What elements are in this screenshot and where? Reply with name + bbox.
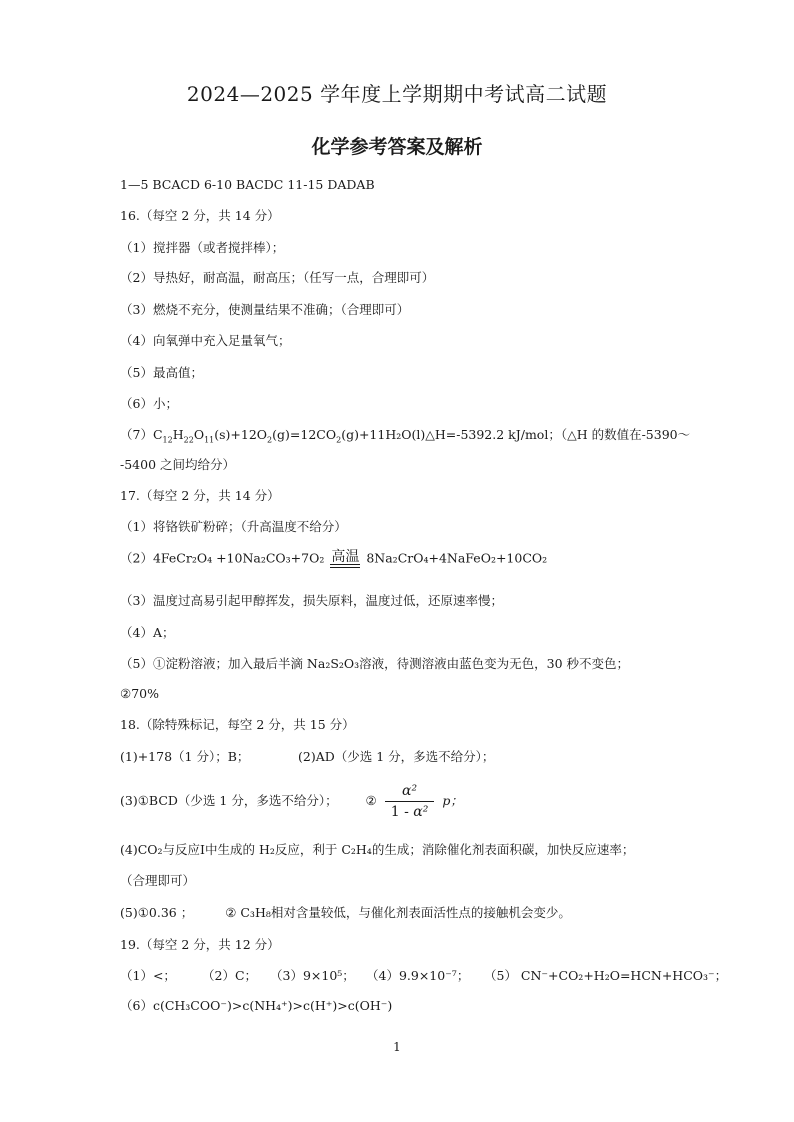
q17-a2-products: 8Na₂CrO₄+4NaFeO₂+10CO₂ xyxy=(366,550,548,566)
q19-answer-5: （5） CN⁻+CO₂+H₂O=HCN+HCO₃⁻； xyxy=(484,968,728,983)
q18-answer-4-cont: （合理即可） xyxy=(120,873,196,888)
q16-answer-7 xyxy=(120,427,690,443)
q16-a7-sub4: 2 xyxy=(267,435,273,445)
reaction-condition: 高温 xyxy=(331,549,360,565)
q18-a3-p: p； xyxy=(442,793,463,808)
q17-answer-1: （1）将铬铁矿粉碎；（升高温度不给分） xyxy=(120,519,347,534)
q19-answers-row xyxy=(120,968,727,984)
q19-answer-1: （1）<； xyxy=(120,968,176,983)
q16-a7-mid1: (s)+12O xyxy=(214,427,268,442)
q17-answer-5-cont: ②70% xyxy=(120,686,159,701)
q16-a7-o: O xyxy=(193,427,205,442)
q19-answer-2: （2）C； xyxy=(202,968,258,983)
q19-answer-4: （4）9.9×10⁻⁷； xyxy=(366,968,470,983)
q18-a3-circle: ② xyxy=(365,793,377,808)
q16-a7-prefix: （7）C xyxy=(120,427,163,442)
q19-answer-3: （3）9×10⁵； xyxy=(270,968,355,983)
denominator-alpha: α² xyxy=(413,804,429,820)
q18-answer-3 xyxy=(120,781,463,822)
mc-answers: 1—5 BCACD 6-10 BACDC 11-15 DADAB xyxy=(120,177,375,192)
q16-answer-6: （6）小； xyxy=(120,396,178,411)
fraction-numerator: α² xyxy=(385,781,435,802)
q16-answer-7-cont: -5400 之间均给分） xyxy=(120,457,236,472)
q19-heading: 19.（每空 2 分，共 12 分） xyxy=(120,937,280,952)
page-subtitle: 化学参考答案及解析 xyxy=(311,136,483,158)
q16-answer-4: （4）向氧弹中充入足量氧气； xyxy=(120,333,291,348)
reaction-arrow xyxy=(330,550,360,568)
q16-a7-sub3: 11 xyxy=(204,435,215,445)
q17-answer-2 xyxy=(120,550,547,568)
q16-heading: 16.（每空 2 分，共 14 分） xyxy=(120,208,280,223)
q18-answer-1: (1)+178（1 分）；B； xyxy=(120,749,250,764)
q18-a3-left: (3)①BCD（少选 1 分，多选不给分）； xyxy=(120,793,338,808)
q17-answer-5: （5）①淀粉溶液；加入最后半滴 Na₂S₂O₃溶液，待测溶液由蓝色变为无色，30 秒不变色； xyxy=(120,656,630,671)
q16-a7-mid2: (g)=12CO xyxy=(272,427,337,442)
q16-a7-h: H xyxy=(172,427,184,442)
q18-a5-left: (5)①0.36 ； xyxy=(120,905,194,920)
q18-heading: 18.（除特殊标记，每空 2 分，共 15 分） xyxy=(120,717,355,732)
q16-a7-sub5: 2 xyxy=(336,435,342,445)
denominator-left: 1 - xyxy=(390,804,409,820)
fraction-denominator xyxy=(385,802,435,822)
page-number: 1 xyxy=(393,1040,401,1054)
q16-answer-2: （2）导热好，耐高温，耐高压；（任写一点，合理即可） xyxy=(120,270,435,285)
q16-a7-sub1: 12 xyxy=(162,435,173,445)
q18-answer-2: (2)AD（少选 1 分，多选不给分）； xyxy=(298,749,495,764)
q18-answer-5 xyxy=(120,905,571,921)
q18-answer-4: (4)CO₂与反应Ⅰ中生成的 H₂反应，利于 C₂H₄的生成；消除催化剂表面积碳，加快反应速率； xyxy=(120,842,635,857)
q17-answer-4: （4）A； xyxy=(120,625,175,640)
fraction xyxy=(385,781,435,822)
q17-heading: 17.（每空 2 分，共 14 分） xyxy=(120,488,280,503)
q16-answer-1: （1）搅拌器（或者搅拌棒）； xyxy=(120,240,285,255)
q17-answer-3: （3）温度过高易引起甲醇挥发，损失原料，温度过低，还原速率慢； xyxy=(120,593,503,608)
q19-answer-6: （6）c(CH₃COO⁻)>c(NH₄⁺)>c(H⁺)>c(OH⁻) xyxy=(120,998,393,1013)
q17-a2-reactants: （2）4FeCr₂O₄ +10Na₂CO₃+7O₂ xyxy=(120,550,325,566)
q16-answer-5: （5）最高值； xyxy=(120,365,203,380)
q16-a7-sub2: 22 xyxy=(183,435,194,445)
q16-answer-3: （3）燃烧不充分，使测量结果不准确；（合理即可） xyxy=(120,302,410,317)
q16-a7-rest: (g)+11H₂O(l)△H=-5392.2 kJ/mol；（△H 的数值在-5390～ xyxy=(341,427,691,442)
q18-a5-right: ② C₃H₈相对含量较低，与催化剂表面活性点的接触机会变少。 xyxy=(225,905,571,920)
page-title: 2024—2025 学年度上学期期中考试高二试题 xyxy=(186,82,608,106)
